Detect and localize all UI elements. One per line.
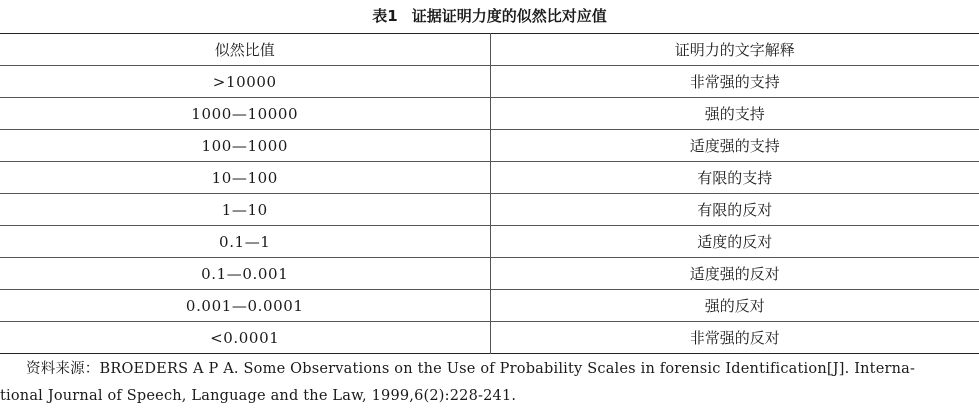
ratio-cell: 0.001—0.0001: [0, 290, 490, 322]
table-row: [0, 66, 979, 98]
table-row: [0, 322, 979, 354]
ratio-cell: 0.1—0.001: [0, 258, 490, 290]
meaning-cell: 适度强的支持: [490, 130, 979, 162]
table-header-row: [0, 34, 979, 66]
likelihood-ratio-table: [0, 33, 979, 354]
source-line-2: tional Journal of Speech, Language and the Law, 1999,6(2):228-241.: [0, 388, 517, 404]
header-likelihood-ratio: 似然比值: [0, 34, 490, 66]
table-row: [0, 194, 979, 226]
source-line-1: 资料来源：BROEDERS A P A. Some Observations on the Use of Probability Scales in forensic Identification[J]. Interna-: [26, 361, 916, 377]
meaning-cell: 非常强的反对: [689, 329, 780, 347]
table-row: [0, 162, 979, 194]
ratio-cell: 1—10: [0, 194, 490, 226]
table-caption: [0, 6, 979, 26]
source-note: [0, 356, 979, 410]
ratio-cell: 100—1000: [0, 130, 490, 162]
meaning-cell: 有限的支持: [490, 162, 979, 194]
ratio-cell: 10—100: [0, 162, 490, 194]
ratio-cell: >10000: [0, 66, 490, 98]
meaning-cell: 强的支持: [490, 98, 979, 130]
table-number: 表1: [372, 7, 398, 25]
table-title: 证据证明力度的似然比对应值: [411, 7, 607, 25]
table-row: [0, 226, 979, 258]
table-row: [0, 290, 979, 322]
ratio-cell: <0.0001: [0, 322, 490, 354]
meaning-cell: 适度的反对: [490, 226, 979, 258]
meaning-cell: 有限的反对: [490, 194, 979, 226]
table-row: [0, 258, 979, 290]
ratio-cell: 1000—10000: [0, 98, 490, 130]
meaning-cell: 非常强的支持: [490, 66, 979, 98]
meaning-cell: 强的反对: [490, 290, 979, 322]
ratio-cell: 0.1—1: [0, 226, 490, 258]
meaning-cell: 适度强的反对: [490, 258, 979, 290]
header-evidence-strength: 证明力的文字解释: [490, 34, 979, 66]
table-row: [0, 98, 979, 130]
table-row: [0, 130, 979, 162]
